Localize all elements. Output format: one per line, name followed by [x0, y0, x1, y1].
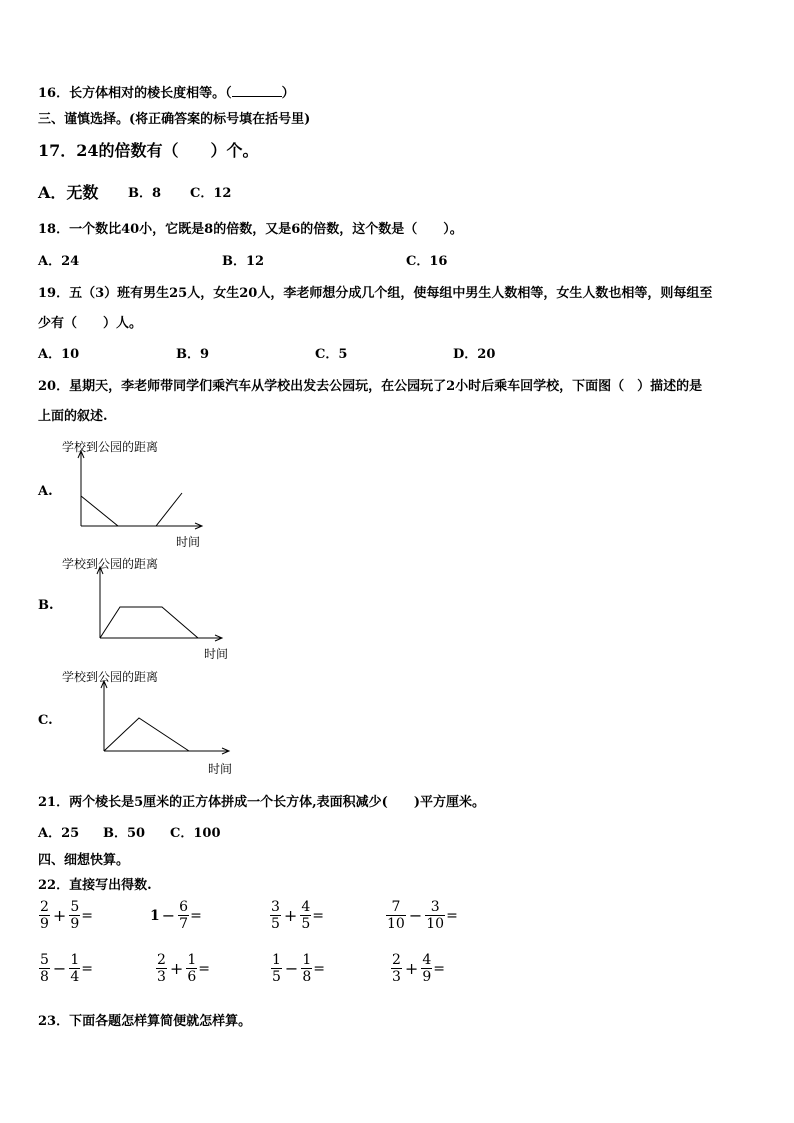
operator: − [408, 906, 423, 925]
operator: − [161, 906, 176, 925]
fraction: 5 8 [40, 952, 49, 985]
whole-number: 1 [150, 907, 160, 924]
q21-option-a[interactable]: A．25 [38, 826, 80, 841]
expression-6 [155, 952, 210, 985]
section-4-title: 四、细想快算。 [38, 853, 130, 868]
question-20-line-1: 20．星期天，李老师带同学们乘汽车从学校出发去公园玩，在公园玩了2小时后乘车回学校，下面图（ ）描述的是 [38, 379, 703, 394]
expression-7 [270, 952, 325, 985]
equals-sign: = [313, 960, 325, 977]
operator: + [283, 906, 298, 925]
operator: + [169, 959, 184, 978]
graph-b-axes [97, 567, 222, 641]
equals-sign: = [433, 960, 445, 977]
equals-sign: = [312, 907, 324, 924]
question-23: 23．下面各题怎样算简便就怎样算。 [38, 1014, 252, 1029]
operator: + [404, 959, 419, 978]
q19-option-d[interactable]: D．20 [453, 347, 496, 362]
q21-option-b[interactable]: B．50 [103, 826, 146, 841]
equals-sign: = [190, 907, 202, 924]
graph-b-plot [90, 566, 230, 644]
graph-a-plot [70, 450, 210, 530]
fraction: 2 3 [392, 952, 401, 985]
operator: − [284, 959, 299, 978]
equals-sign: = [81, 960, 93, 977]
expression-4 [385, 899, 458, 932]
graph-a-axes [78, 451, 202, 529]
q19-option-a[interactable]: A．10 [38, 347, 80, 362]
question-18: 18．一个数比40小，它既是8的倍数，又是6的倍数，这个数是（ ）。 [38, 222, 463, 237]
equals-sign: = [81, 907, 93, 924]
q18-option-b[interactable]: B．12 [222, 254, 265, 269]
graph-c-axes [101, 681, 229, 754]
question-19-line-1: 19．五（3）班有男生25人，女生20人，李老师想分成几个组，使每组中男生人数相等，女生人数也相等，则每组至 [38, 286, 713, 301]
fraction: 1 6 [187, 952, 197, 985]
q17-option-b[interactable]: B．8 [128, 186, 162, 201]
graph-c-line [104, 718, 189, 751]
graph-c-ylabel: 学校到公园的距离 [62, 670, 159, 684]
q17-option-a[interactable]: A．无数 [38, 183, 99, 202]
fraction: 1 4 [70, 952, 80, 985]
operator: − [52, 959, 67, 978]
equals-sign: = [198, 960, 210, 977]
fraction: 6 7 [179, 899, 189, 932]
fraction: 3 5 [271, 899, 280, 932]
question-22: 22．直接写出得数. [38, 878, 152, 893]
fraction: 4 9 [422, 952, 432, 985]
answer-blank[interactable] [232, 84, 282, 97]
question-19-line-2: 少有（ ）人。 [38, 316, 143, 331]
operator: + [52, 906, 67, 925]
q21-option-c[interactable]: C．100 [170, 826, 221, 841]
q16-text: 16．长方体相对的棱长度相等。（ [38, 86, 232, 101]
fraction: 4 5 [301, 899, 311, 932]
question-17: 17．24的倍数有（ ）个。 [38, 141, 259, 160]
fraction: 2 9 [40, 899, 49, 932]
question-21: 21．两个棱长是5厘米的正方体拼成一个长方体,表面积减少( )平方厘米。 [38, 795, 485, 810]
graph-b-ylabel: 学校到公园的距离 [62, 557, 159, 571]
equals-sign: = [446, 907, 458, 924]
q19-option-b[interactable]: B．9 [176, 347, 210, 362]
graph-b-letter[interactable]: B. [38, 598, 54, 613]
graph-a-letter[interactable]: A. [38, 484, 53, 499]
q18-option-a[interactable]: A．24 [38, 254, 80, 269]
fraction: 1 8 [302, 952, 312, 985]
graph-a-xlabel: 时间 [176, 535, 201, 549]
graph-a-ylabel: 学校到公园的距离 [62, 440, 159, 454]
fraction: 5 9 [70, 899, 80, 932]
q19-option-c[interactable]: C．5 [315, 347, 348, 362]
q18-option-c[interactable]: C．16 [406, 254, 448, 269]
graph-c-xlabel: 时间 [208, 762, 233, 776]
expression-5 [38, 952, 93, 985]
graph-c-plot [94, 680, 236, 756]
question-20-line-2: 上面的叙述. [38, 409, 108, 424]
expression-8 [390, 952, 445, 985]
expression-3 [269, 899, 324, 932]
fraction: 1 5 [272, 952, 281, 985]
graph-a-line [81, 493, 182, 526]
expression-1 [38, 899, 93, 932]
q17-option-c[interactable]: C．12 [190, 186, 232, 201]
fraction: 7 10 [387, 899, 405, 932]
section-3-title: 三、谨慎选择。(将正确答案的标号填在括号里) [38, 112, 311, 127]
expression-2 [150, 899, 202, 932]
fraction: 3 10 [426, 899, 445, 932]
graph-b-line [100, 607, 198, 638]
graph-c-letter[interactable]: C. [38, 713, 53, 728]
fraction: 2 3 [157, 952, 166, 985]
question-16: 16．长方体相对的棱长度相等。（ ） [38, 86, 295, 101]
graph-b-xlabel: 时间 [204, 647, 229, 661]
